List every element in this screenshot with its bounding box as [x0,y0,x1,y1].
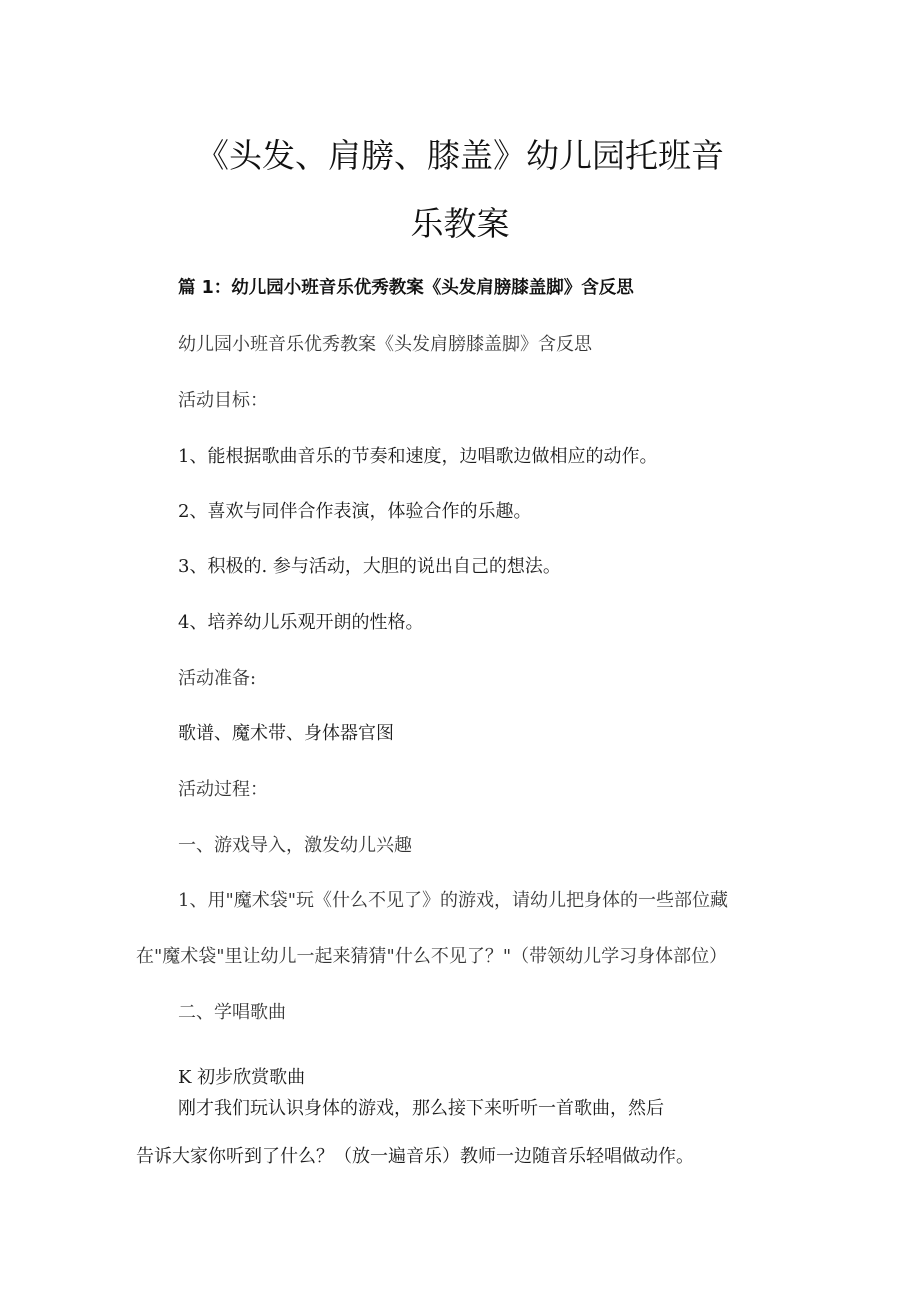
section-heading: 篇 1：幼儿园小班音乐优秀教案《头发肩膀膝盖脚》含反思 [178,278,634,298]
step-2-title: 二、学唱歌曲 [178,1002,286,1023]
step-2-text-line-a: 刚才我们玩认识身体的游戏，那么接下来听听一首歌曲，然后 [178,1098,664,1119]
document-title-line-2: 乐教案 [410,204,510,243]
goals-label: 活动目标： [178,390,268,411]
goal-item-3: 3、积极的. 参与活动，大胆的说出自己的想法。 [178,556,561,577]
goal-item-4: 4、培养幼儿乐观开朗的性格。 [178,612,424,633]
goal-item-1: 1、能根据歌曲音乐的节奏和速度，边唱歌边做相应的动作。 [178,446,658,467]
process-label: 活动过程： [178,779,268,800]
prep-items: 歌谱、魔术带、身体器官图 [178,723,394,744]
step-1-title: 一、游戏导入，激发幼儿兴趣 [178,835,412,856]
step-2-text-line-b: 告诉大家你听到了什么？（放一遍音乐）教师一边随音乐轻唱做动作。 [136,1146,694,1167]
goal-item-2: 2、喜欢与同伴合作表演，体验合作的乐趣。 [178,501,532,522]
subtitle-line: 幼儿园小班音乐优秀教案《头发肩膀膝盖脚》含反思 [178,334,592,355]
prep-label: 活动准备: [178,668,257,689]
step-1-text-line-b: 在"魔术袋"里让幼儿一起来猜猜"什么不见了？"（带领幼儿学习身体部位） [136,946,728,967]
step-1-text-line-a: 1、用"魔术袋"玩《什么不见了》的游戏，请幼儿把身体的一些部位藏 [178,890,729,911]
step-2-subtitle: K 初步欣赏歌曲 [178,1067,306,1088]
document-title-line-1: 《头发、肩膀、膝盖》幼儿园托班音 [196,136,724,175]
